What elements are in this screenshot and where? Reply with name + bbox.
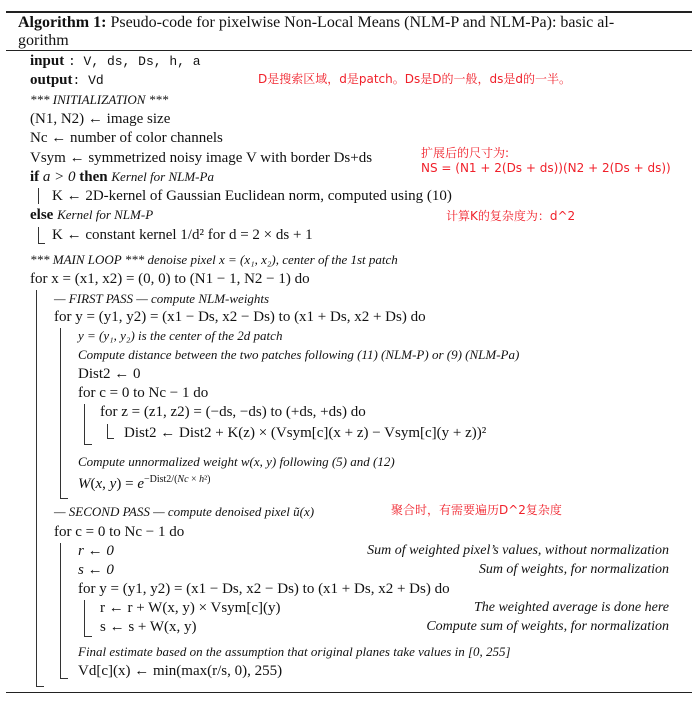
y-center-line: y = (y₁, y₂) is the center of the 2d patch <box>78 328 283 343</box>
weight-equation: W(x, $y) = e^{-Dist2/(Nc \times h^2)}$ <box>78 474 211 492</box>
if-block-bar <box>38 188 39 204</box>
s-update-comment: Compute sum of weights, for normalization <box>426 619 669 634</box>
r-init-comment: Sum of weighted pixel’s values, without normalization <box>367 543 669 558</box>
if-keyword: if <box>30 169 40 185</box>
k-gaussian-line: K ← 2D-kernel of Gaussian Euclidean norm, computed using (10) <box>52 188 452 204</box>
k-constant-line: K ← constant kernel 1/d² for d = 2 × ds + 1 <box>52 227 313 243</box>
else-block-tick <box>38 243 45 244</box>
for-z-line: for z = (z1, z2) = (−ds, −ds) to (+ds, +ds) do <box>100 404 366 420</box>
if-line <box>30 168 214 186</box>
main-loop-heading: *** MAIN LOOP *** denoise pixel x = (x₁, x₂), center of the 1st patch <box>30 252 398 267</box>
s-init-comment: Sum of weights, for normalization <box>478 562 669 577</box>
else-block-bar <box>38 227 39 243</box>
for-c2-block-tick <box>60 678 68 679</box>
then-keyword: then <box>79 169 108 185</box>
output-values: : Vd <box>72 73 104 88</box>
output-line <box>30 71 104 90</box>
annotation-d-definition: D是搜索区域，d是patch。Ds是D的一般，ds是d的一半。 <box>258 72 571 86</box>
first-pass-heading: — FIRST PASS — compute NLM-weights <box>54 291 270 306</box>
top-rule <box>6 11 692 13</box>
for-c-line: for c = 0 to Nc − 1 do <box>78 385 209 401</box>
init-heading: *** INITIALIZATION *** <box>30 92 169 107</box>
header-rule <box>6 50 692 51</box>
for-z-block-bar <box>107 424 108 438</box>
for-y-block-tick <box>60 498 68 499</box>
else-keyword: else <box>30 207 54 223</box>
r-update-comment: The weighted average is done here <box>473 600 669 615</box>
dist-init-line: Dist2 ← 0 <box>78 366 141 382</box>
input-line <box>30 52 201 71</box>
annotation-size-formula: NS = (N1 + 2(Ds + ds))(N2 + 2(Ds + ds)) <box>421 161 671 175</box>
for-c2-line: for c = 0 to Nc − 1 do <box>54 524 185 540</box>
second-pass-heading: — SECOND PASS — compute denoised pixel ũ(x) <box>54 504 315 519</box>
r-update-line: r ← r + W(x, y) × Vsym[c](y) <box>100 600 281 616</box>
input-values: : V, ds, Ds, h, a <box>67 54 201 69</box>
for-c2-block-bar <box>60 543 61 678</box>
color-channels-line: Nc ← number of color channels <box>30 130 223 146</box>
image-size-line: (N1, N2) ← image size <box>30 111 171 127</box>
for-z-block-tick <box>107 438 114 439</box>
compute-distance-line: Compute distance between the two patches following (11) (NLM-P) or (9) (NLM-Pa) <box>78 347 520 362</box>
r-init-line: r ← 0 <box>78 543 114 559</box>
annotation-k-complexity: 计算K的复杂度为：d^2 <box>446 209 576 223</box>
for-y2-line: for y = (y1, y2) = (x1 − Ds, x2 − Ds) to (x1 + Ds, x2 + Ds) do <box>78 581 450 597</box>
for-y-line: for y = (y1, y2) = (x1 − Ds, x2 − Ds) to (x1 + Ds, x2 + Ds) do <box>54 309 426 325</box>
algorithm-title-text: Pseudo-code for pixelwise Non-Local Means (NLM-P and NLM-Pa): basic al- <box>110 14 615 31</box>
algorithm-label: Algorithm 1: <box>18 14 107 31</box>
vd-assign-line: Vd[c](x) ← min(max(r/s, 0), 255) <box>78 663 283 679</box>
for-y2-block-bar <box>84 600 85 636</box>
if-comment: Kernel for NLM-Pa <box>111 169 214 184</box>
output-keyword: output <box>30 72 73 88</box>
for-c-block-bar <box>84 404 85 444</box>
dist-update-line: Dist2 ← Dist2 + K(z) × (Vsym[c](x + z) − Vsym[c](y + z))² <box>124 425 487 441</box>
for-c-block-tick <box>84 444 92 445</box>
for-x-block-tick <box>36 686 44 687</box>
input-keyword: input <box>30 53 65 69</box>
if-condition: a > 0 <box>42 169 76 185</box>
for-y2-block-tick <box>84 636 92 637</box>
compute-weight-line: Compute unnormalized weight w(x, y) following (5) and (12) <box>78 454 395 469</box>
annotation-size-label: 扩展后的尺寸为: <box>421 146 510 160</box>
else-comment: Kernel for NLM-P <box>57 207 154 222</box>
s-init-line: s ← 0 <box>78 562 114 578</box>
algorithm-title-line2: gorithm <box>18 32 69 49</box>
bottom-rule <box>6 692 692 693</box>
annotation-aggregation: 聚合时，有需要遍历D^2复杂度 <box>391 503 562 517</box>
s-update-line: s ← s + W(x, y) <box>100 619 197 635</box>
final-estimate-comment: Final estimate based on the assumption that original planes take values in [0, 255] <box>78 644 511 659</box>
vsym-line: Vsym ← symmetrized noisy image V with border Ds+ds <box>30 150 373 166</box>
else-line <box>30 206 153 224</box>
for-y-block-bar <box>60 328 61 498</box>
for-x-line: for x = (x1, x2) = (0, 0) to (N1 − 1, N2 − 1) do <box>30 271 310 287</box>
algorithm-title <box>18 14 614 32</box>
for-x-block-bar <box>36 290 37 686</box>
